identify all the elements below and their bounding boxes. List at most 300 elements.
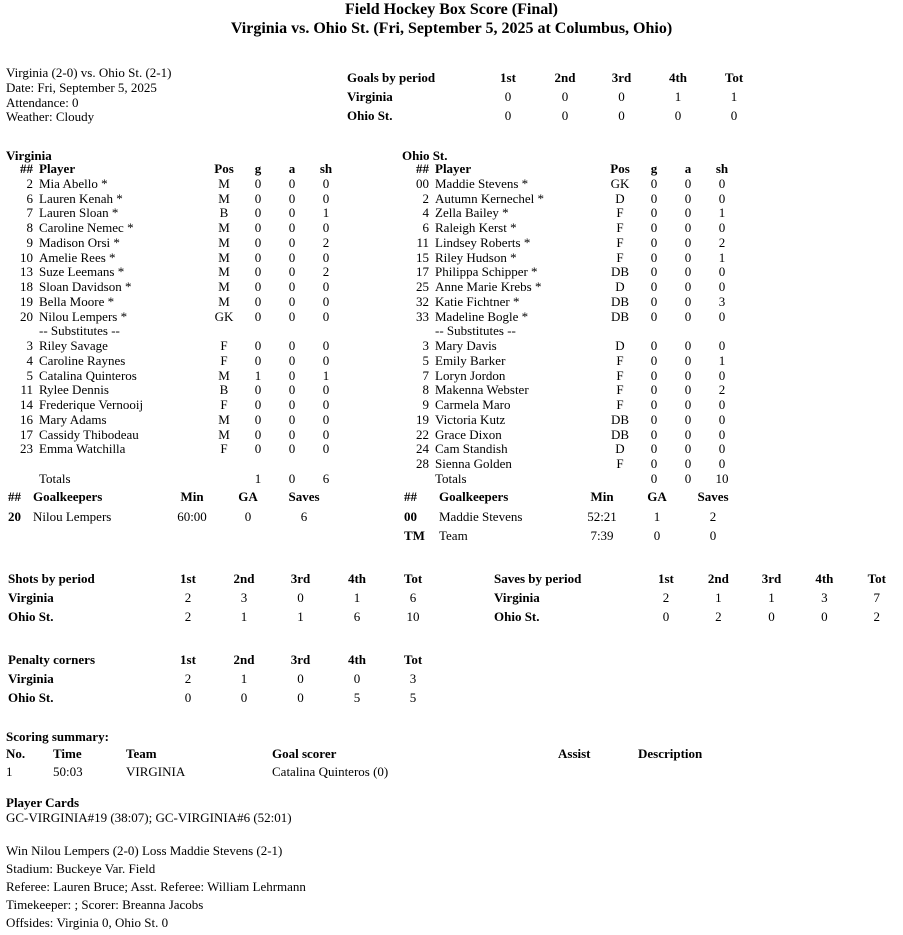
goalkeeper-goals-against: 0 <box>244 508 252 524</box>
player-shots: 0 <box>322 338 330 353</box>
player-position: F <box>220 397 228 412</box>
player-row <box>402 413 739 428</box>
player-goals: 0 <box>650 279 658 294</box>
period-row <box>494 607 903 626</box>
player-assists: 0 <box>684 382 692 398</box>
goals-row-ohio-st <box>347 106 762 125</box>
player-name: Loryn Jordon <box>435 367 506 383</box>
player-row <box>402 457 739 472</box>
player-position: F <box>616 352 624 368</box>
total-shots: 6 <box>322 471 330 486</box>
player-name: Victoria Kutz <box>435 411 506 427</box>
player-name: Philippa Schipper * <box>435 264 538 280</box>
offsides-line: Offsides: Virginia 0, Ohio St. 0 <box>6 915 169 930</box>
period-table-label: Shots by period <box>8 571 95 586</box>
player-goals: 0 <box>650 308 658 324</box>
col-description: Description <box>638 745 703 761</box>
player-name: Nilou Lempers * <box>39 308 128 324</box>
player-shots: 0 <box>322 175 330 191</box>
player-shots: 0 <box>718 426 726 442</box>
player-shots: 0 <box>718 308 726 324</box>
virginia-team-heading: Virginia <box>6 148 52 163</box>
player-position: F <box>616 249 624 265</box>
player-goals: 0 <box>254 220 262 235</box>
period-header: Tot <box>867 571 886 586</box>
player-number: 17 <box>416 264 429 280</box>
shots-by-period-table <box>8 569 441 626</box>
player-number: 2 <box>26 175 33 191</box>
player-row <box>6 192 343 207</box>
player-row <box>6 221 343 236</box>
player-cards-title: Player Cards <box>6 795 80 810</box>
player-shots: 1 <box>718 352 726 368</box>
player-assists: 0 <box>684 456 692 471</box>
saves-by-period-table <box>494 569 903 626</box>
player-position: DB <box>610 293 630 309</box>
player-position: M <box>218 279 230 294</box>
period-header: 1st <box>180 652 196 667</box>
player-goals: 0 <box>650 338 658 353</box>
player-shots: 0 <box>718 190 726 206</box>
player-assists: 0 <box>684 220 692 235</box>
player-row <box>402 428 739 443</box>
player-number: 8 <box>26 220 33 235</box>
period-value: 0 <box>504 108 512 123</box>
player-position: B <box>219 205 229 221</box>
period-header: 3rd <box>290 571 311 586</box>
player-position: B <box>219 382 229 398</box>
player-goals: 0 <box>650 220 658 235</box>
player-name: Frederique Vernooij <box>39 397 144 412</box>
goalkeeper-name: Nilou Lempers <box>33 508 112 524</box>
blank-cell <box>402 324 435 339</box>
player-shots: 0 <box>718 220 726 235</box>
period-value: 2 <box>184 590 192 605</box>
player-goals: 0 <box>650 352 658 368</box>
player-number: 2 <box>422 190 429 206</box>
player-name: Bella Moore * <box>39 293 115 309</box>
player-name: Raleigh Kerst * <box>435 220 517 235</box>
period-header: 3rd <box>611 70 632 85</box>
player-number: 6 <box>26 190 33 206</box>
player-row <box>6 251 343 266</box>
player-position: M <box>218 220 230 235</box>
period-value: 2 <box>662 590 670 605</box>
player-goals: 0 <box>254 308 262 324</box>
player-assists: 0 <box>684 234 692 250</box>
player-assists: 0 <box>684 367 692 383</box>
period-value: 0 <box>674 108 682 123</box>
blank-cell <box>207 472 241 487</box>
player-assists: 0 <box>288 352 296 368</box>
player-position: M <box>218 190 230 206</box>
player-shots: 0 <box>718 397 726 412</box>
player-row <box>6 398 343 413</box>
player-shots: 0 <box>718 175 726 191</box>
period-value: 0 <box>504 89 512 104</box>
player-goals: 0 <box>650 190 658 206</box>
period-row <box>8 607 441 626</box>
player-name: Suze Leemans * <box>39 264 125 280</box>
period-value: 0 <box>662 609 670 624</box>
period-value: 2 <box>715 609 722 624</box>
player-name: Anne Marie Krebs * <box>435 279 542 294</box>
goal-time: 50:03 <box>53 763 83 779</box>
player-shots: 1 <box>718 205 726 221</box>
gk-col-number: ## <box>8 489 21 505</box>
player-shots: 0 <box>322 279 330 294</box>
player-position: M <box>218 234 230 250</box>
player-row <box>6 295 343 310</box>
player-goals: 0 <box>254 190 262 206</box>
virginia-roster-table <box>6 162 343 487</box>
ohio-st-team-heading: Ohio St. <box>402 148 448 163</box>
player-shots: 0 <box>322 308 330 324</box>
col-team: Team <box>126 745 157 761</box>
player-position: D <box>615 279 625 294</box>
player-row <box>6 310 343 325</box>
player-assists: 0 <box>684 175 692 191</box>
player-row <box>6 177 343 192</box>
player-assists: 0 <box>288 249 296 265</box>
player-shots: 0 <box>322 293 330 309</box>
col-g: g <box>650 161 658 176</box>
period-header: 3rd <box>290 652 311 667</box>
player-goals: 0 <box>650 293 658 309</box>
period-row <box>8 588 441 607</box>
col-g: g <box>254 161 262 176</box>
player-row <box>402 236 739 251</box>
player-assists: 0 <box>288 382 296 398</box>
gk-col-name: Goalkeepers <box>439 489 509 505</box>
player-goals: 0 <box>650 234 658 250</box>
team-label: Virginia <box>347 89 393 104</box>
player-shots: 2 <box>718 382 726 398</box>
player-goals: 0 <box>254 279 262 294</box>
player-name: Catalina Quinteros <box>39 367 137 383</box>
player-row <box>6 206 343 221</box>
player-number: 22 <box>416 426 429 442</box>
blank-cell <box>402 472 435 487</box>
period-value: 1 <box>730 89 738 104</box>
player-number: 32 <box>416 293 429 309</box>
goalkeeper-minutes: 60:00 <box>177 508 207 524</box>
player-row <box>6 369 343 384</box>
period-value: 7 <box>873 590 881 605</box>
col-player: Player <box>39 161 76 176</box>
goals-row-virginia <box>347 87 762 106</box>
player-shots: 0 <box>718 456 726 471</box>
period-value: 0 <box>821 609 828 624</box>
player-position: D <box>615 190 625 206</box>
player-shots: 2 <box>322 264 330 280</box>
player-assists: 0 <box>288 234 296 250</box>
player-name: Riley Hudson * <box>435 249 517 265</box>
player-number: 7 <box>26 205 33 221</box>
matchup-records: Virginia (2-0) vs. Ohio St. (2-1) <box>6 65 172 80</box>
period-value: 6 <box>353 609 361 624</box>
player-row <box>6 383 343 398</box>
period-value: 0 <box>730 108 738 123</box>
player-shots: 0 <box>718 264 726 280</box>
player-assists: 0 <box>684 426 692 442</box>
player-number: 00 <box>416 175 429 191</box>
period-header: 1st <box>500 70 516 85</box>
player-row <box>6 442 343 457</box>
goalkeeper-goals-against: 0 <box>653 528 661 544</box>
period-value: 0 <box>561 108 569 123</box>
roster-header-row <box>402 162 739 177</box>
player-position: F <box>616 456 624 471</box>
player-shots: 3 <box>718 293 726 309</box>
player-assists: 0 <box>684 293 692 309</box>
period-value: 5 <box>353 690 361 705</box>
player-row <box>402 206 739 221</box>
player-goals: 0 <box>650 382 658 398</box>
player-goals: 0 <box>650 367 658 383</box>
player-name: Katie Fichtner * <box>435 293 520 309</box>
player-row <box>402 339 739 354</box>
goalkeeper-goals-against: 1 <box>653 508 661 524</box>
player-position: F <box>220 352 228 368</box>
team-label: Virginia <box>494 590 540 605</box>
goalkeeper-row <box>8 507 332 527</box>
player-shots: 0 <box>322 411 330 427</box>
player-position: M <box>218 264 230 280</box>
goalkeeper-number: 00 <box>404 508 417 524</box>
player-assists: 0 <box>288 264 296 280</box>
player-row <box>402 398 739 413</box>
team-label: Ohio St. <box>8 609 54 624</box>
player-name: Autumn Kernechel * <box>435 190 545 206</box>
player-number: 16 <box>20 411 33 427</box>
player-assists: 0 <box>288 205 296 221</box>
period-header: 2nd <box>233 571 255 586</box>
player-number: 5 <box>26 367 33 383</box>
weather: Weather: Cloudy <box>6 109 95 124</box>
player-number: 9 <box>422 397 429 412</box>
col-time: Time <box>53 745 82 761</box>
period-header: Tot <box>724 70 744 85</box>
goalkeeper-number: TM <box>404 528 425 544</box>
col-number: ## <box>416 161 429 176</box>
player-position: F <box>616 397 624 412</box>
player-row <box>402 221 739 236</box>
player-position: M <box>218 175 230 191</box>
goal-team: VIRGINIA <box>126 763 186 779</box>
player-assists: 0 <box>288 308 296 324</box>
player-name: Grace Dixon <box>435 426 502 442</box>
player-position: M <box>218 426 230 442</box>
substitutes-divider-row <box>6 324 343 339</box>
player-shots: 0 <box>718 279 726 294</box>
player-number: 19 <box>20 293 33 309</box>
player-assists: 0 <box>684 279 692 294</box>
player-shots: 0 <box>322 249 330 265</box>
player-shots: 0 <box>718 411 726 427</box>
player-position: M <box>218 367 230 383</box>
player-name: Madison Orsi * <box>39 234 120 250</box>
gk-col-number: ## <box>404 489 417 505</box>
player-name: Madeline Bogle * <box>435 308 529 324</box>
player-goals: 0 <box>254 382 262 398</box>
player-shots: 0 <box>322 220 330 235</box>
period-value: 6 <box>409 590 417 605</box>
player-row <box>402 310 739 325</box>
stadium-line: Stadium: Buckeye Var. Field <box>6 861 156 876</box>
decision-line: Win Nilou Lempers (2-0) Loss Maddie Stevens (2-1) <box>6 843 283 858</box>
total-shots: 10 <box>715 470 729 486</box>
player-position: F <box>616 382 624 398</box>
player-row <box>6 354 343 369</box>
player-name: Cam Standish <box>435 441 508 457</box>
player-assists: 0 <box>684 411 692 427</box>
period-header: 1st <box>658 571 674 586</box>
player-number: 11 <box>416 234 429 250</box>
player-cards-text: GC-VIRGINIA#19 (38:07); GC-VIRGINIA#6 (52:01) <box>6 810 292 825</box>
player-position: F <box>616 234 624 250</box>
player-number: 28 <box>416 456 429 471</box>
total-goals: 0 <box>650 470 658 486</box>
player-assists: 0 <box>288 293 296 309</box>
period-value: 0 <box>768 609 775 624</box>
gk-col-min: Min <box>180 489 204 505</box>
player-row <box>402 383 739 398</box>
player-assists: 0 <box>684 249 692 265</box>
page-subtitle: Virginia vs. Ohio St. (Fri, September 5, 2025 at Columbus, Ohio) <box>230 20 673 37</box>
blank-cell <box>6 472 39 487</box>
player-name: Lindsey Roberts * <box>435 234 531 250</box>
player-goals: 0 <box>254 205 262 221</box>
gk-header-row <box>8 487 332 507</box>
player-assists: 0 <box>684 264 692 280</box>
period-value: 3 <box>409 671 417 686</box>
team-label: Ohio St. <box>8 690 54 705</box>
player-row <box>402 177 739 192</box>
period-header-row <box>494 569 903 588</box>
player-position: M <box>218 293 230 309</box>
period-header: 4th <box>347 571 367 586</box>
player-name: Maddie Stevens * <box>435 175 529 191</box>
period-value: 2 <box>184 609 192 624</box>
blank-cell <box>6 324 39 339</box>
player-goals: 0 <box>650 411 658 427</box>
period-header: 4th <box>668 70 688 85</box>
player-shots: 2 <box>322 234 330 250</box>
totals-row <box>6 472 343 487</box>
goalkeeper-saves: 2 <box>709 508 717 524</box>
spacer-row <box>6 457 343 472</box>
player-number: 5 <box>422 352 429 368</box>
period-value: 1 <box>240 609 248 624</box>
player-assists: 0 <box>288 220 296 235</box>
player-goals: 0 <box>254 352 262 368</box>
player-position: DB <box>610 264 630 280</box>
player-number: 4 <box>422 205 429 221</box>
player-assists: 0 <box>288 279 296 294</box>
officials-line: Referee: Lauren Bruce; Asst. Referee: William Lehrmann <box>6 879 306 894</box>
player-name: Sloan Davidson * <box>39 279 132 294</box>
player-goals: 0 <box>650 456 658 471</box>
player-name: Makenna Webster <box>435 382 529 398</box>
player-number: 20 <box>20 308 33 324</box>
player-position: M <box>218 249 230 265</box>
goals-header-row <box>347 68 762 87</box>
player-number: 15 <box>416 249 429 265</box>
player-number: 3 <box>26 338 33 353</box>
player-number: 23 <box>20 441 33 457</box>
player-number: 14 <box>20 397 33 412</box>
period-value: 0 <box>184 690 192 705</box>
totals-row <box>402 472 739 487</box>
player-goals: 0 <box>254 338 262 353</box>
player-row <box>402 280 739 295</box>
attendance: Attendance: 0 <box>6 94 79 110</box>
player-assists: 0 <box>288 338 296 353</box>
penalty-corners-table <box>8 650 441 707</box>
player-position: F <box>616 367 624 383</box>
player-goals: 0 <box>650 441 658 457</box>
player-row <box>6 280 343 295</box>
player-assists: 0 <box>684 205 692 221</box>
player-row <box>402 369 739 384</box>
period-table-label: Penalty corners <box>8 652 96 667</box>
goalkeeper-number: 20 <box>8 508 21 524</box>
period-header: 3rd <box>761 571 782 586</box>
virginia-goalkeepers-table <box>8 487 332 526</box>
period-table-label: Saves by period <box>494 571 582 586</box>
player-position: DB <box>610 426 630 442</box>
player-row <box>402 295 739 310</box>
player-shots: 0 <box>322 397 330 412</box>
period-value: 3 <box>240 590 248 605</box>
gk-col-saves: Saves <box>288 489 320 505</box>
goalkeeper-minutes: 7:39 <box>590 528 614 544</box>
goalkeeper-saves: 0 <box>709 528 717 544</box>
player-shots: 2 <box>718 234 726 250</box>
player-position: F <box>220 338 228 353</box>
goalkeeper-minutes: 52:21 <box>587 508 617 524</box>
blank-cell <box>6 457 343 472</box>
period-value: 10 <box>406 609 420 624</box>
player-row <box>402 442 739 457</box>
player-assists: 0 <box>684 441 692 457</box>
period-value: 0 <box>297 671 304 686</box>
period-value: 1 <box>297 609 304 624</box>
player-number: 33 <box>416 308 429 324</box>
player-position: D <box>615 441 625 457</box>
period-value: 1 <box>715 590 722 605</box>
scoring-summary-table <box>6 744 758 780</box>
player-goals: 0 <box>650 397 658 412</box>
player-shots: 0 <box>718 367 726 383</box>
goal-assist <box>558 762 638 780</box>
total-assists: 0 <box>288 471 296 486</box>
totals-label: Totals <box>39 471 71 486</box>
team-label: Virginia <box>8 590 54 605</box>
col-goal-scorer: Goal scorer <box>272 745 337 761</box>
player-goals: 0 <box>254 175 262 191</box>
goalkeeper-row <box>404 507 741 527</box>
total-goals: 1 <box>254 471 262 486</box>
player-goals: 0 <box>650 175 658 191</box>
player-shots: 1 <box>322 367 330 383</box>
player-assists: 0 <box>288 411 296 427</box>
goal-scorer: Catalina Quinteros (0) <box>272 763 389 779</box>
period-value: 0 <box>297 690 304 705</box>
player-shots: 1 <box>718 249 726 265</box>
player-position: DB <box>610 308 630 324</box>
